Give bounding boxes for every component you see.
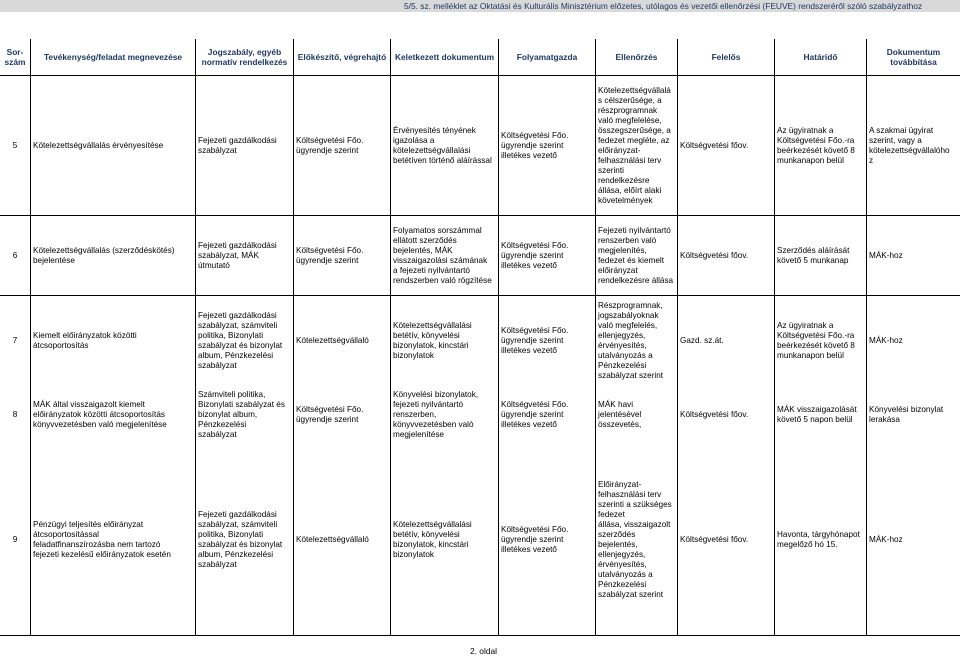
header-preparer: Előkészítő, végrehajtó	[297, 52, 387, 62]
responsible-cell: Költségvetési főov.	[680, 410, 749, 419]
responsible-cell: Költségvetési főov.	[680, 534, 749, 544]
law-cell: Fejezeti gazdálkodási szabályzat	[198, 135, 277, 155]
annex-note: 5/5. sz. melléklet az Oktatási és Kulturális Minisztérium előzetes, utólagos és vezetői ellenőrzési (FEUVE) rendszeréről szóló szabályzathoz	[404, 1, 923, 11]
document-cell: Folyamatos sorszámmal ellátott szerződés bejelentés, MÁK visszaigazolási számának a fejezeti nyilvántartó rendszerben való rögzítése	[393, 225, 492, 285]
responsible-cell: Költségvetési főov.	[680, 250, 749, 260]
header-owner: Folyamatgazda	[516, 52, 578, 62]
activity-cell: MÁK által visszaigazolt kiemelt előirányzatok közötti átcsoportosítás könyvvezetésben való megjelenítése	[33, 400, 167, 429]
row-number: 7	[12, 336, 18, 345]
header-law: Jogszabály, egyéb normatív rendelkezés	[201, 47, 288, 67]
forward-cell: MÁK-hoz	[869, 336, 903, 345]
header-row-number: Sor- szám	[4, 47, 26, 67]
responsible-cell: Gazd. sz.át.	[680, 336, 724, 345]
activity-cell: Pénzügyi teljesítés előirányzat átcsoportosítással feladatfinanszírozásba nem tartozó fejezeti kezelésű előirányzatok esetén	[33, 519, 171, 559]
deadline-cell: Az ügyiratnak a Költségvetési Főo.-ra beérkezését követő 8 munkanapon belül	[777, 125, 855, 165]
row-number: 5	[12, 140, 18, 150]
activity-cell: Kötelezettségvállalás érvényesítése	[33, 140, 164, 150]
deadline-cell: Havonta, tárgyhónapot megelőző hó 15.	[777, 529, 860, 549]
forward-cell: Könyvelési bizonylat lerakása	[869, 405, 944, 424]
forward-cell: A szakmai ügyirat szerint, vagy a kötelezettségvállalóho z	[869, 125, 950, 165]
law-cell: Fejezeti gazdálkodási szabályzat, számviteli politika, Bizonylati szabályzat és bizonylat album, Pénzkezelési szabályzat	[198, 509, 283, 569]
owner-cell: Költségvetési Főo. ügyrendje szerint illetékes vezető	[501, 240, 569, 270]
document-cell: Kötelezettségvállalási betétív, könyvelési bizonylatok, kincstári bizonylatok	[393, 321, 472, 360]
forward-cell: MÁK-hoz	[869, 250, 903, 260]
header-control: Ellenőrzés	[615, 52, 658, 62]
preparer-cell: Kötelezettségvállaló	[296, 336, 369, 345]
owner-cell: Költségvetési Főo. ügyrendje szerint illetékes vezető	[501, 400, 569, 429]
header-forward: Dokumentum továbbítása	[886, 47, 941, 67]
preparer-cell: Költségvetési Főo. ügyrendje szerint	[296, 245, 364, 265]
document-cell: Kötelezettségvállalási betétív, könyvelési bizonylatok, kincstári bizonylatok	[393, 519, 472, 559]
document-cell: Érvényesítés tényének igazolása a kötelezettségvállalási betétíven történő aláírással	[393, 125, 492, 165]
deadline-cell: Az ügyiratnak a Költségvetési Főo.-ra beérkezését követő 8 munkanapon belül	[777, 321, 855, 360]
owner-cell: Költségvetési Főo. ügyrendje szerint illetékes vezető	[501, 326, 569, 355]
law-cell: Számviteli politika, Bizonylati szabályzat és bizonylat album, Pénzkezelési szabályzat	[198, 390, 285, 439]
law-cell: Fejezeti gazdálkodási szabályzat, MÁK útmutató	[198, 240, 277, 270]
law-cell: Fejezeti gazdálkodási szabályzat, számviteli politika, Bizonylati szabályzat és bizonylat album, Pénzkezelési szabályzat	[198, 311, 283, 370]
activity-cell: Kiemelt előirányzatok közötti átcsoportosítás	[33, 331, 137, 350]
preparer-cell: Kötelezettségvállaló	[296, 534, 369, 544]
header-responsible: Felelős	[711, 52, 741, 62]
row-number: 8	[12, 410, 18, 419]
control-cell: MÁK havi jelentésével összevetés,	[598, 400, 642, 429]
row-number: 9	[12, 534, 18, 544]
deadline-cell: MÁK visszaigazolását követő 5 napon belül	[777, 405, 857, 424]
header-deadline: Határidő	[803, 52, 838, 62]
control-cell: Fejezeti nyilvántartó renszerben való megjelenítés, fedezet és kiemelt előirányzat rendelkezésre állása	[598, 225, 674, 285]
owner-cell: Költségvetési Főo. ügyrendje szerint illetékes vezető	[501, 524, 569, 554]
activity-cell: Kötelezettségvállalás (szerződéskötés) bejelentése	[33, 245, 175, 265]
preparer-cell: Költségvetési Főo. ügyrendje szerint	[296, 405, 364, 424]
document-cell: Könyvelési bizonylatok, fejezeti nyilvántartó renszerben, könyvvezetésben való megjelenítése	[393, 390, 479, 439]
header-document: Keletkezett dokumentum	[394, 52, 495, 62]
header-activity: Tevékenység/feladat megnevezése	[43, 52, 183, 62]
control-cell: Kötelezettségvállalá s célszerűsége, a részprogramnak való megfelelése, összegszerűsége, a fedezet megléte, az előirányzat- felhasználási terv szerinti rendelkezésre állása, előírt alaki követelmények	[598, 85, 671, 205]
forward-cell: MÁK-hoz	[869, 534, 903, 544]
page-number: 2. oldal	[470, 646, 498, 656]
responsible-cell: Költségvetési főov.	[680, 140, 749, 150]
row-number: 6	[12, 250, 18, 260]
preparer-cell: Költségvetési Főo. ügyrendje szerint	[296, 135, 364, 155]
control-cell: Előirányzat- felhasználási terv szerinti a szükséges fedezet állása, visszaigazolt szerződés bejelentés, ellenjegyzés, érvényesítés, utalványozás a Pénzkezelési szabályzat szerint	[598, 479, 672, 599]
control-cell: Részprogramnak, jogszabályoknak való megfelelés, ellenjegyzés, érvényesítés, utalványozás a Pénzkezelési szabályzat szerint	[598, 301, 664, 380]
owner-cell: Költségvetési Főo. ügyrendje szerint illetékes vezető	[501, 130, 569, 160]
deadline-cell: Szerződés aláírását követő 5 munkanap	[777, 245, 850, 265]
